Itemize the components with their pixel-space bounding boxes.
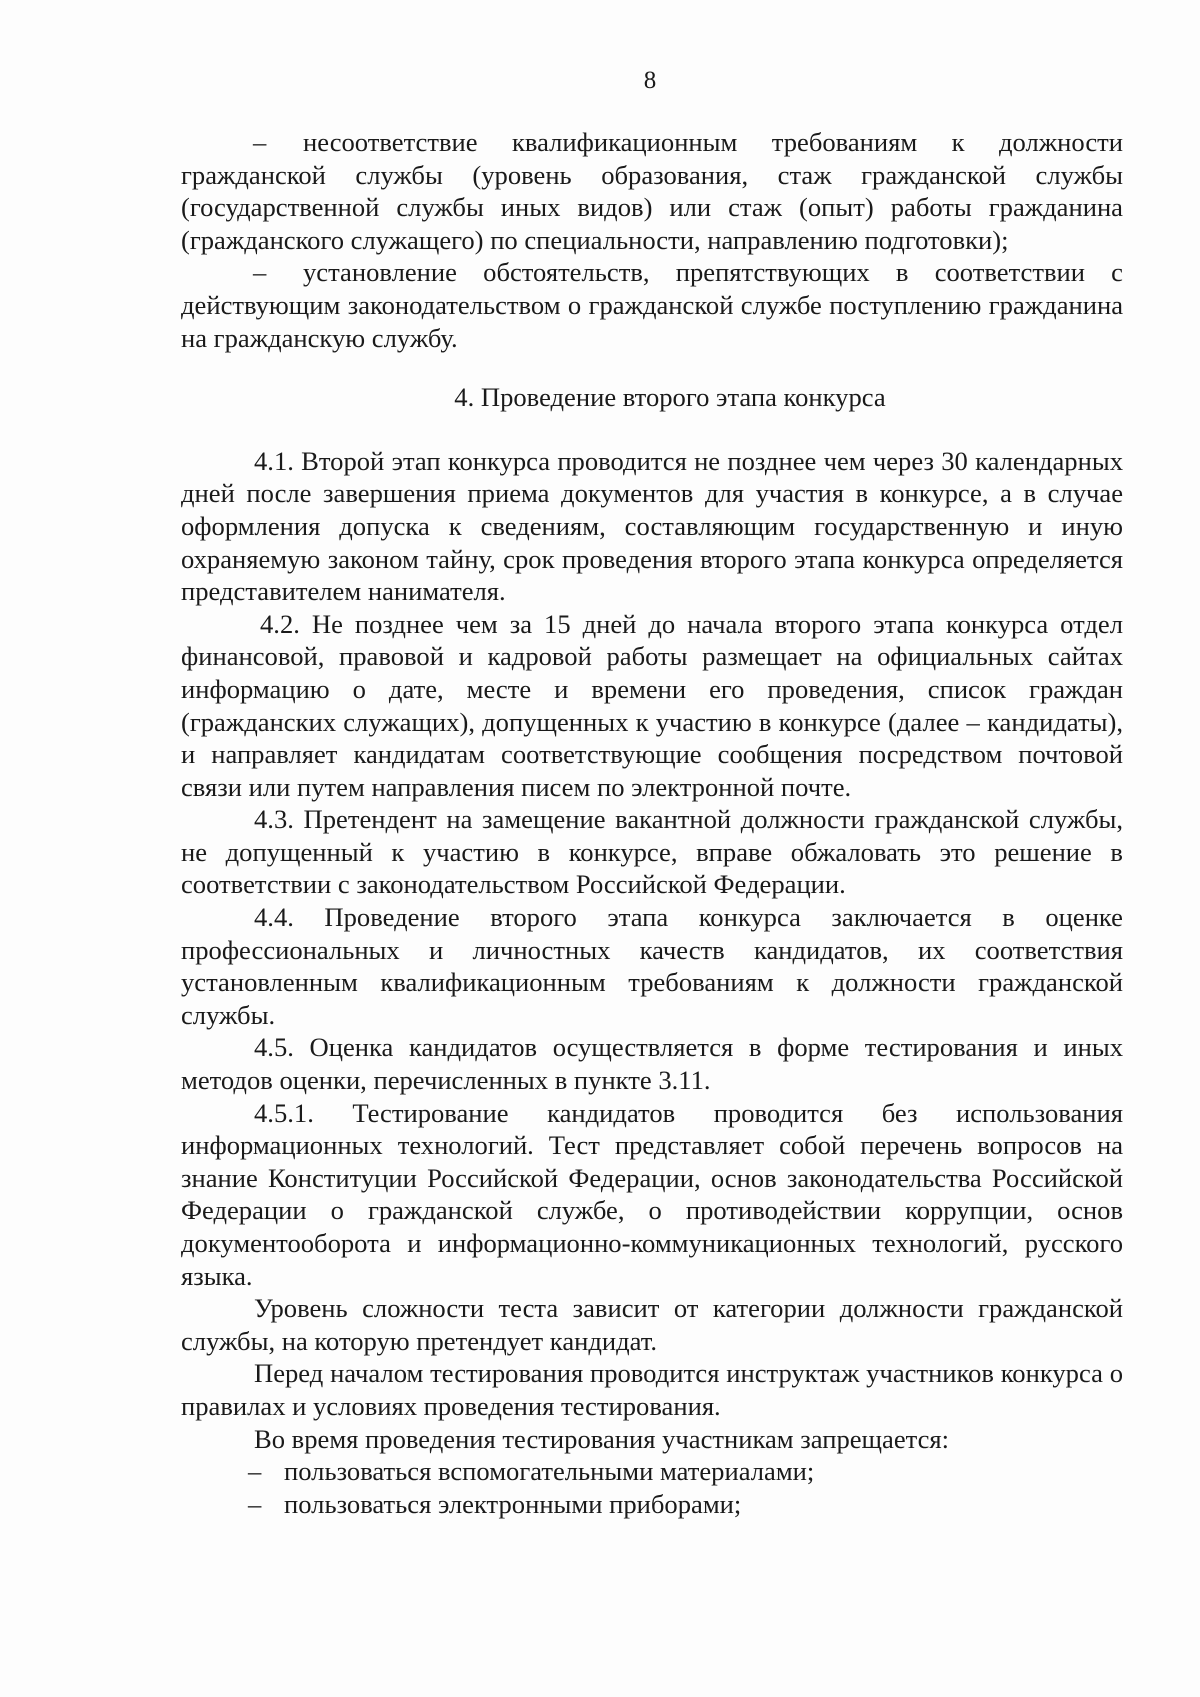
prohibited-list-item — [181, 1455, 1123, 1488]
paragraph-4-5: 4.5. Оценка кандидатов осуществляется в форме тестирования и иных методов оценки, перечисленных в пункте 3.11. — [181, 1032, 1123, 1096]
prohibited-list-item — [181, 1488, 1123, 1521]
spacer — [181, 414, 1123, 445]
intro-list-item-text: несоответствие квалификационным требованиям к должности гражданской службы (уровень образования, стаж гражданской службы (государственной службы иных видов) или стаж (опыт) работы гражданина (гражданского служащего) по специальности, направлению подготовки); — [181, 127, 1123, 255]
intro-list-item-text: установление обстоятельств, препятствующих в соответствии с действующим законодательством о гражданской службе поступлению гражданина на гражданскую службу. — [181, 257, 1123, 353]
dash-marker: – — [253, 257, 267, 288]
spacer — [181, 354, 1123, 381]
paragraph-test-difficulty: Уровень сложности теста зависит от категории должности гражданской службы, на которую претендует кандидат. — [181, 1293, 1123, 1356]
intro-list-item — [181, 126, 1123, 256]
paragraph-prohibitions-intro: Во время проведения тестирования участникам запрещается: — [254, 1423, 950, 1454]
paragraph-4-2: 4.2. Не позднее чем за 15 дней до начала второго этапа конкурса отдел финансовой, правовой и кадровой работы размещает на официальных сайтах информацию о дате, месте и времени его проведения, список граждан (гражданских служащих), допущенных к участию в конкурсе (далее – кандидаты), и направляет кандидатам соответствующие сообщения посредством почтовой связи или путем направления писем по электронной почте. — [181, 608, 1123, 802]
intro-list-item — [181, 256, 1123, 354]
paragraph-4-4: 4.4. Проведение второго этапа конкурса заключается в оценке профессиональных и личностных качеств кандидатов, их соответствия установленным квалификационным требованиям к должности гражданской службы. — [181, 902, 1123, 1030]
prohibited-list-item-text: пользоваться вспомогательными материалами; — [284, 1456, 815, 1487]
document-body — [181, 126, 1123, 1520]
page-number: 8 — [643, 67, 657, 94]
paragraph-briefing: Перед началом тестирования проводится инструктаж участников конкурса о правилах и условиях проведения тестирования. — [181, 1358, 1123, 1421]
dash-marker: – — [253, 127, 267, 157]
paragraph-4-5-1: 4.5.1. Тестирование кандидатов проводится без использования информационных технологий. Тест представляет собой перечень вопросов на знание Конституции Российской Федерации, основ законодательства Российской Федерации о гражданской службе, о противодействии коррупции, основ документооборота и информационно-коммуникационных технологий, русского языка. — [181, 1097, 1123, 1291]
paragraph-4-1: 4.1. Второй этап конкурса проводится не позднее чем через 30 календарных дней после завершения приема документов для участия в конкурсе, а в случае оформления допуска к сведениям, составляющим государственную и иную охраняемую законом тайну, срок проведения второго этапа конкурса определяется представителем нанимателя. — [181, 445, 1123, 607]
dash-marker: – — [248, 1456, 262, 1487]
paragraph-4-3: 4.3. Претендент на замещение вакантной должности гражданской службы, не допущенный к участию в конкурсе, вправе обжаловать это решение в соответствии с законодательством Российской Федерации. — [181, 804, 1123, 900]
section-heading: 4. Проведение второго этапа конкурса — [454, 382, 886, 413]
prohibited-list-item-text: пользоваться электронными приборами; — [284, 1488, 742, 1519]
dash-marker: – — [248, 1488, 262, 1519]
